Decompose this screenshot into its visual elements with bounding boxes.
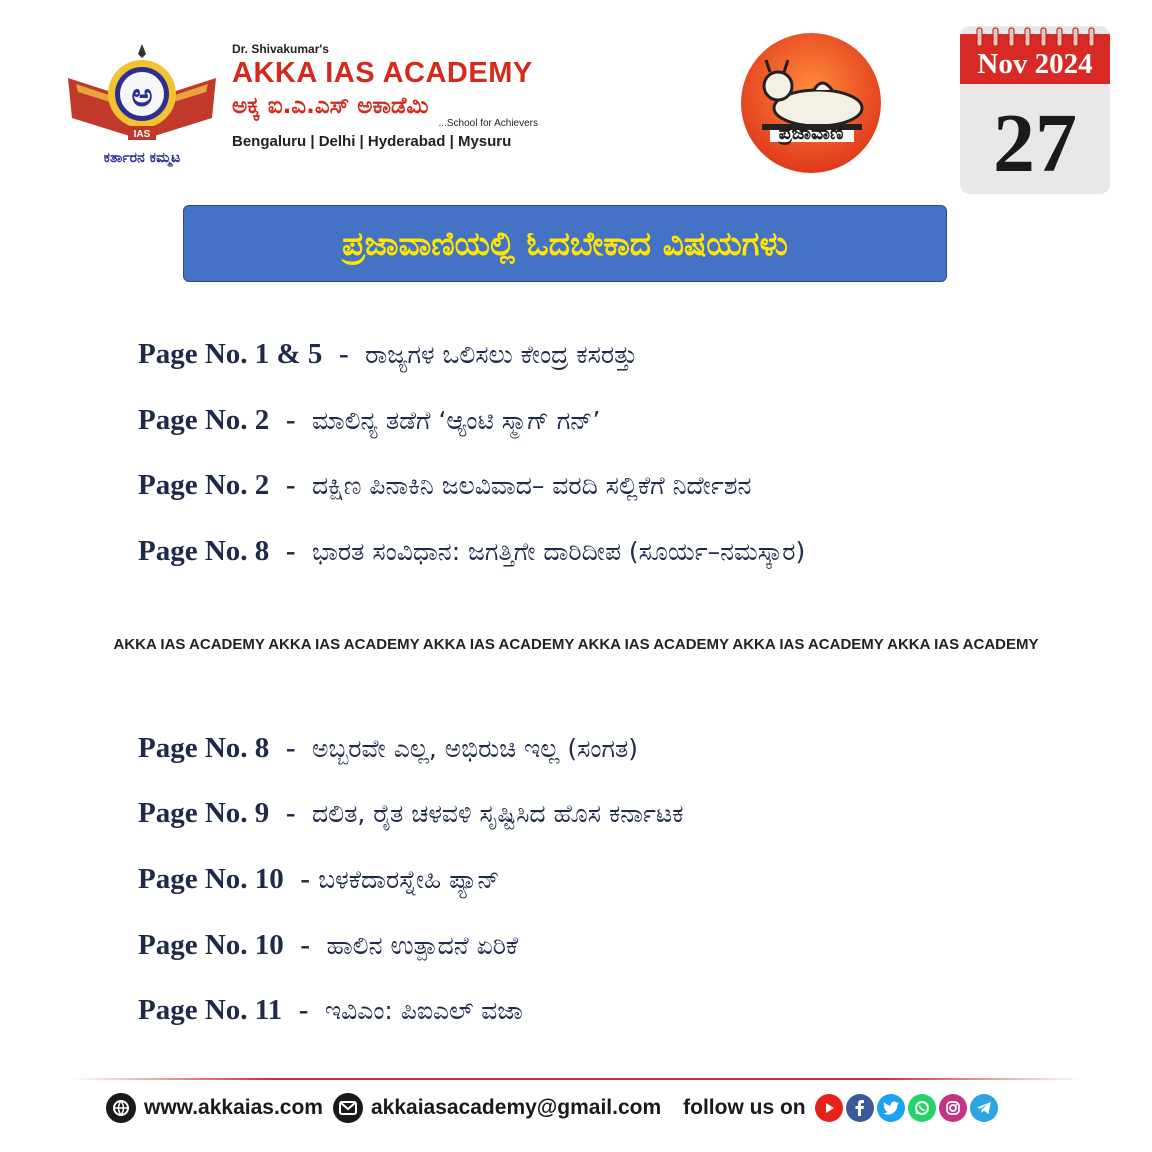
calendar-rings-icon	[960, 26, 1110, 48]
brand-founder: Dr. Shivakumar's	[232, 42, 329, 56]
separator: -	[300, 863, 310, 895]
page-number: Page No. 9	[138, 797, 270, 829]
footer	[106, 1092, 998, 1124]
date-calendar	[960, 26, 1110, 194]
headline: ಭಾರತ ಸಂವಿಧಾನ: ಜಗತ್ತಿಗೇ ದಾರಿದೀಪ (ಸೂರ್ಯ–ನಮಸ್ಕಾರ)	[312, 537, 806, 566]
separator: -	[285, 797, 296, 829]
page-number: Page No. 2	[138, 469, 270, 501]
brand-tagline: ...School for Achievers	[438, 118, 538, 129]
headline: ರಾಜ್ಯಗಳ ಒಲಿಸಲು ಕೇಂದ್ರ ಕಸರತ್ತು	[365, 340, 638, 369]
separator: -	[285, 404, 296, 436]
newspaper-name: ಪ್ರಜಾವಾಣಿ	[778, 122, 844, 144]
list-item	[138, 469, 751, 502]
page-number: Page No. 8	[138, 732, 270, 764]
book-emblem-icon	[62, 40, 222, 170]
list-item	[138, 404, 600, 437]
headline: ದಲಿತ, ರೈತ ಚಳವಳಿ ಸೃಷ್ಟಿಸಿದ ಹೊಸ ಕರ್ನಾಟಕ	[312, 799, 684, 828]
page-number: Page No. 8	[138, 535, 270, 567]
headline: ಬಳಕೆದಾರಸ್ನೇಹಿ ಪ್ಯಾನ್	[318, 865, 500, 894]
academy-logo	[62, 40, 222, 170]
calendar-month: Nov 2024	[977, 48, 1093, 80]
list-item	[138, 732, 638, 765]
separator: -	[285, 535, 296, 567]
calendar-day: 27	[993, 97, 1077, 190]
twitter-icon[interactable]	[877, 1094, 905, 1122]
telegram-icon[interactable]	[970, 1094, 998, 1122]
headline: ಅಬ್ಬರವೇ ಎಲ್ಲ, ಅಭಿರುಚಿ ಇಲ್ಲ (ಸಂಗತ)	[312, 734, 639, 763]
youtube-icon[interactable]	[815, 1094, 843, 1122]
page-number: Page No. 11	[138, 994, 283, 1026]
website-link[interactable]: www.akkaias.com	[144, 1096, 323, 1119]
globe-icon	[106, 1093, 136, 1123]
logo-ias-label: IAS	[133, 129, 151, 140]
brand-cities: Bengaluru | Delhi | Hyderabad | Mysuru	[232, 133, 512, 150]
email-icon	[333, 1093, 363, 1123]
page-title: ಪ್ರಜಾವಾಣಿಯಲ್ಲಿ ಓದಬೇಕಾದ ವಿಷಯಗಳು	[342, 223, 788, 263]
footer-divider	[70, 1078, 1084, 1080]
whatsapp-icon[interactable]	[908, 1094, 936, 1122]
nandi-bull-icon	[736, 28, 886, 178]
list-item	[138, 535, 805, 568]
headline: ಹಾಲಿನ ಉತ್ಪಾದನೆ ಏರಿಕೆ	[326, 931, 519, 960]
list-item	[138, 929, 518, 962]
headline: ಇವಿಎಂ: ಪಿಐಎಲ್ ವಜಾ	[324, 996, 523, 1025]
page-number: Page No. 10	[138, 929, 284, 961]
separator: -	[338, 338, 349, 370]
facebook-icon[interactable]	[846, 1094, 874, 1122]
list-item	[138, 338, 637, 371]
brand-name-kannada: ಅಕ್ಕ ಐ.ಎ.ಎಸ್ ಅಕಾಡೆಮಿ	[232, 93, 429, 119]
page-number: Page No. 10	[138, 863, 284, 895]
list-item	[138, 797, 684, 830]
brand-block	[232, 42, 538, 150]
brand-name: AKKA IAS ACADEMY	[232, 57, 533, 89]
svg-text:ಅ: ಅ	[131, 76, 153, 114]
separator: -	[285, 469, 296, 501]
separator: -	[285, 732, 296, 764]
watermark-strip: AKKA IAS ACADEMY AKKA IAS ACADEMY AKKA IAS ACADEMY AKKA IAS ACADEMY AKKA IAS ACADEMY AKKA IAS ACADEMY	[113, 636, 1039, 653]
title-banner	[183, 205, 947, 282]
newspaper-logo	[736, 28, 886, 178]
instagram-icon[interactable]	[939, 1094, 967, 1122]
follow-label: follow us on	[683, 1096, 806, 1119]
separator: -	[300, 929, 310, 961]
separator: -	[298, 994, 309, 1026]
list-item	[138, 994, 523, 1027]
page-number: Page No. 2	[138, 404, 270, 436]
headline: ದಕ್ಷಿಣ ಪಿನಾಕಿನಿ ಜಲವಿವಾದ– ವರದಿ ಸಲ್ಲಿಕೆಗೆ ನಿರ್ದೇಶನ	[312, 471, 752, 500]
logo-caption: ಕರ್ತಾರನ ಕಮ್ಮಟ	[103, 150, 181, 166]
page-number: Page No. 1 & 5	[138, 338, 323, 370]
list-item	[138, 863, 499, 896]
email-link[interactable]: akkaiasacademy@gmail.com	[370, 1096, 662, 1119]
headline: ಮಾಲಿನ್ಯ ತಡೆಗೆ ‘ಆ್ಯಂಟಿ ಸ್ಮಾಗ್ ಗನ್’	[312, 406, 601, 435]
